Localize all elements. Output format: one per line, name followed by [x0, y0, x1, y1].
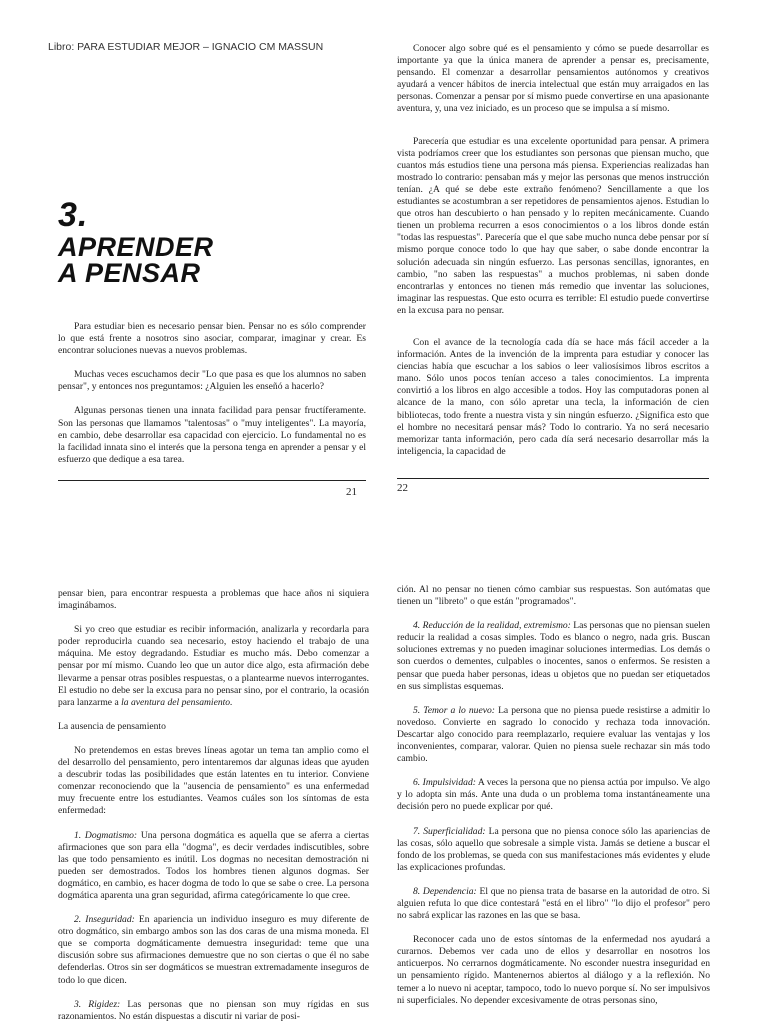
chapter-title-line1: APRENDER [58, 232, 214, 262]
page-23-body [58, 588, 369, 1023]
section-subheading: La ausencia de pensamiento [58, 720, 166, 732]
list-item [58, 830, 369, 903]
list-item [397, 620, 710, 693]
paragraph-text: Si yo creo que estudiar es recibir información, analizarla y recordarla para poder reproducirla cuando sea necesario, estoy haciendo el trabajo de una máquina. Me estoy degradando. Estudiar es mucho más. Debo comenzar a pensar por mí mismo. Cuando leo que un autor dice algo, esta afirmación debe llevarme a pensar otras posibles respuestas, o a plantearme nuevos interrogantes. El estudio no debe ser la excusa para no pensar sino, por el contrario, la ocasión para lanzarme a [58, 624, 369, 708]
chapter-title [58, 234, 214, 286]
list-item-label: 7. Superficialidad: [413, 825, 486, 837]
paragraph: Para estudiar bien es necesario pensar bien. Pensar no es sólo comprender lo que está frente a nosotros sino asociar, comparar, imaginar y crear. Es encontrar soluciones nuevas a nuevos problemas. [58, 321, 366, 357]
paragraph: Parecería que estudiar es una excelente oportunidad para pensar. A primera vista podríamos creer que los estudiantes son personas que piensan mucho, que cuantos más estudios tiene una persona más piensa. Experiencias realizadas han mostrado lo contrario: pensaban más y mejor las personas que menos instrucción tenían. ¿A qué se debe este extraño fenómeno? Sencillamente a que los estudiantes se acostumbran a ser repetidores de pensamientos ajenos. Estudian lo que otros han descubierto o han pensado y lo repiten mecánicamente. Cuando tienen un problema recurren a esos conocimientos o a los libros donde están "todas las respuestas". Parecería que el que sabe mucho nunca debe pensar por sí mismo porque conoce todo lo que hay que saber, o sabe donde encontrar la solución adecuada sin ningún esfuerzo. Las personas sencillas, ignorantes, en cambio, "no saben las respuestas" a muchos problemas, ni saben donde encontrarlas y entonces no tienen más remedio que inventar las soluciones, imaginar las respuestas. Que esto ocurra es terrible: El estudio puede convertirse en la excusa para no pensar. [397, 135, 709, 316]
list-item [397, 886, 710, 922]
document-header: Libro: PARA ESTUDIAR MEJOR – IGNACIO CM MASSUN [48, 41, 324, 53]
list-item-text: En apariencia un individuo inseguro es muy diferente de otro dogmático, sin embargo ambos son las dos caras de una misma moneda. El que se comporta dogmáticamente demuestra inseguridad: teme que una discusión sobre sus afirmaciones demuestre que no son ciertas o que él no sabe defenderlas. Otros sin ser dogmáticos se muestran extremadamente inseguros de todo lo que dicen. [58, 914, 370, 986]
list-item-text: Las personas que no piensan suelen reducir la realidad a cosas simples. Todo es blanco o negro, nada gris. Buscan soluciones extremas y no pueden imaginar soluciones intermedias. Los demás o son cuerdos o dementes, culpables o inocentes, sanos o enfermos. Se resisten a pensar que pueda haber personas, ideas u objetos que no puedan ser etiquetados en sus simplistas esquemas. [397, 620, 710, 692]
list-item [397, 826, 710, 874]
page-21-body [58, 321, 366, 466]
list-item [397, 777, 710, 813]
paragraph: pensar bien, para encontrar respuesta a problemas que hace años ni siquiera imaginábamos. [58, 588, 369, 612]
list-item-label: 2. Inseguridad: [74, 914, 135, 926]
paragraph: ción. Al no pensar no tienen cómo cambiar sus respuestas. Son autómatas que tienen un "libreto" o que están "programados". [397, 584, 710, 608]
page-22-body [397, 43, 709, 458]
list-item-label: 4. Reducción de la realidad, extremismo: [413, 620, 571, 632]
page-number-21: 21 [346, 486, 357, 498]
paragraph: No pretendemos en estas breves líneas agotar un tema tan amplio como el del desarrollo del pensamiento, pero intentaremos dar algunas ideas que ayuden a descubrir todas las posibilidades que están latentes en tu interior. Conviene comenzar reconociendo que la "ausencia de pensamiento" es una enfermedad muy frecuente entre los estudiantes. Veamos cuáles son los síntomas de esta enfermedad: [58, 744, 369, 817]
paragraph-italic-text: la aventura del pensamiento. [121, 696, 233, 708]
list-item-text: Una persona dogmática es aquella que se aferra a ciertas afirmaciones que son para ella "dogma", es decir verdades indiscutibles, sobre las que todo pensamiento es inútil. Los dogmas no necesitan demostración ni pueden ser demostrados. Todos los hombres tienen algunos dogmas. Ser dogmático, en cambio, es hacer dogma de todo lo que se sabe o cree. La persona dogmática aparenta una gran seguridad, afirma categóricamente lo que cree. [58, 829, 369, 901]
list-item [58, 914, 369, 987]
list-item-label: 3. Rigidez: [74, 998, 121, 1010]
list-item [58, 999, 369, 1023]
page-number-22: 22 [397, 482, 408, 494]
list-item-text: A veces la persona que no piensa actúa por impulso. Ve algo y lo adopta sin más. Ante una duda o un problema toma instantáneamente una decisión pero no puede explicar por qué. [397, 777, 710, 813]
paragraph [58, 624, 369, 709]
list-item-label: 6. Impulsividad: [413, 777, 476, 789]
page-24-body [397, 584, 710, 1007]
paragraph: Algunas personas tienen una innata facilidad para pensar fructíferamente. Son las personas que llamamos "talentosas" o "muy inteligentes". La mayoría, en cambio, debe desarrollar esa capacidad con ejercicio. Lo fundamental no es la facilidad innata sino el interés que la persona tenga en aprender a pensar y el esfuerzo que dedique a esa tarea. [58, 405, 366, 465]
list-item [397, 705, 710, 765]
paragraph: Con el avance de la tecnología cada día se hace más fácil acceder a la información. Antes de la invención de la imprenta para estudiar y conocer las ciencias había que escuchar a los sabios o leer valiosísimos libros escritos a mano. Sólo unos pocos tenían acceso a tales conocimientos. La imprenta convirtió a los libros en algo accesible a todos. Hoy las computadoras ponen al alcance de la mano, con sólo apretar una tecla, la información de cien bibliotecas, todo frente a nuestra vista y sin ningún esfuerzo. ¿Significa esto que el hombre no necesitará pensar más? Todo lo contrario. Ya no será necesario memorizar tanta información, pero cada día será necesario desarrollar más la inteligencia, la capacidad de [397, 336, 709, 457]
list-item-text: Las personas que no piensan son muy rígidas en sus razonamientos. No están dispuestas a discutir ni variar de posi- [58, 998, 369, 1022]
paragraph: Reconocer cada uno de estos síntomas de la enfermedad nos ayudará a curarnos. Debemos ver cada uno de ellos y desarrollar en nosotros los anticuerpos. No cerrarnos dogmáticamente. No esconder nuestra inseguridad en un pensamiento rígido. Mantenernos abiertos al diálogo y a la reflexión. No temer a lo nuevo ni aceptar, tampoco, todo lo nuevo porque sí. No ser impulsivos ni superficiales. No depender excesivamente de otras personas sino, [397, 934, 710, 1006]
list-item-label: 5. Temor a lo nuevo: [413, 704, 495, 716]
paragraph: Muchas veces escuchamos decir "Lo que pasa es que los alumnos no saben pensar", y entonces nos preguntamos: ¿Alguien les enseñó a hacerlo? [58, 369, 366, 393]
list-item-text: El que no piensa trata de basarse en la autoridad de otro. Si alguien refuta lo que dice contestará "está en el libro" "lo dijo el profesor" pero no sabrá explicar las razones en las que se basa. [397, 885, 711, 922]
page-22-footer-rule [397, 478, 709, 479]
list-item-text: La persona que no piensa conoce sólo las apariencias de las cosas, sólo aquello que sobresale a simple vista. Jamás se detiene a buscar el fondo de los problemas, se queda con sus manifestaciones más evidentes y elude las explicaciones profundas. [397, 825, 710, 873]
list-item-label: 8. Dependencia: [413, 885, 477, 897]
chapter-number: 3. [58, 196, 89, 234]
list-item-text: La persona que no piensa puede resistirse a admitir lo novedoso. Convierte en sagrado lo conocido y rechaza toda innovación. Descartar algo conocido para reemplazarlo, requiere evaluar las ventajas y los inconvenientes, comparar, valorar. Quien no piensa suele rechazar sin más todo cambio. [397, 704, 710, 765]
chapter-title-line2: A PENSAR [58, 258, 201, 288]
list-item-label: 1. Dogmatismo: [74, 829, 138, 841]
page-21-footer-rule [58, 480, 366, 481]
paragraph: Conocer algo sobre qué es el pensamiento y cómo se puede desarrollar es importante ya que la única manera de aprender a pensar es, precisamente, pensando. El comenzar a desarrollar pensamientos autónomos y creativos ayudará a vencer hábitos de inercia intelectual que están muy arraigados en las personas. Comenzar a pensar por sí mismo puede convertirse en una apasionante aventura, y, una vez iniciado, es un proceso que se impulsa a sí mismo. [397, 43, 709, 115]
